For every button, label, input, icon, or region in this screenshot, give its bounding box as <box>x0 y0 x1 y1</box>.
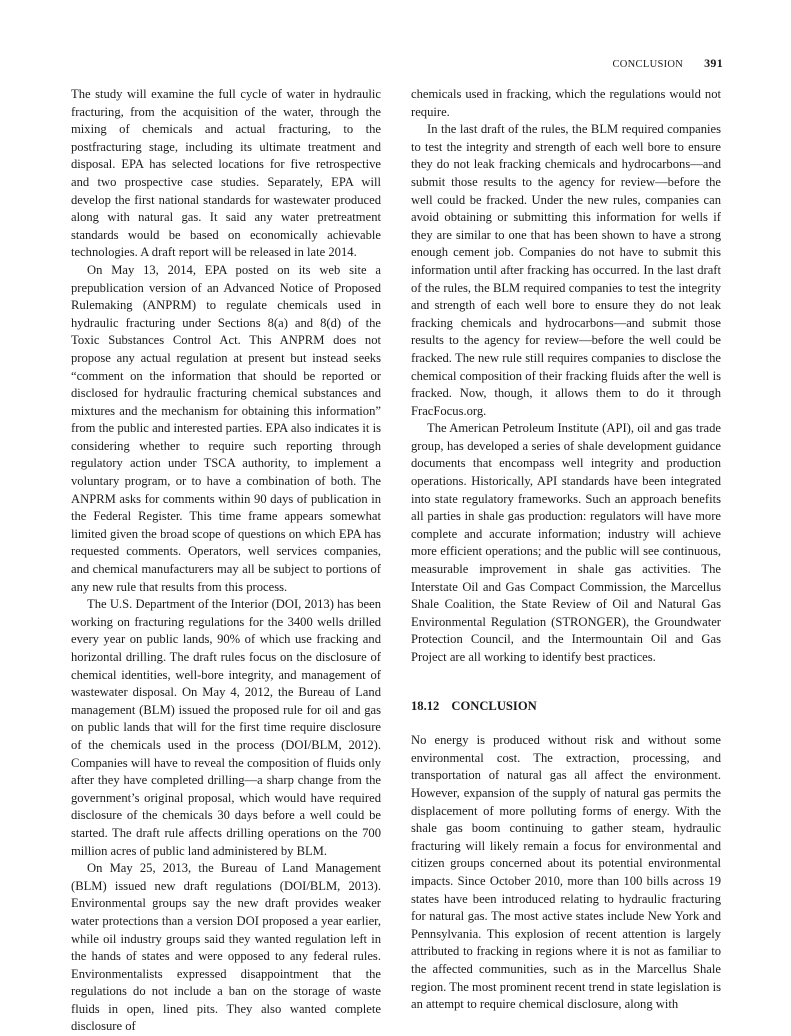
paragraph: The American Petroleum Institute (API), oil and gas trade group, has developed a series of shale development guidance documents that encompass well integrity and production operations. Historically, API standards have been integrated into state regulatory frameworks. Such an approach benefits all parties in shale gas production: regulators will have more complete and accurate information; industry will achieve more efficient operations; and the public will see continuous, measurable improvement in shale gas activities. The Interstate Oil and Gas Compact Commission, the Marcellus Shale Coalition, the State Review of Oil and Natural Gas Environmental Regulation (STRONGER), the Groundwater Protection Council, and the Intermountain Oil and Gas Project are all working to identify best practices. <box>411 421 721 664</box>
section-title: CONCLUSION <box>451 698 537 713</box>
paragraph: No energy is produced without risk and without some environmental cost. The extraction, processing, and transportation of natural gas all affect the environment. However, expansion of the supply of natural gas permits the displacement of more polluting forms of energy. With the shale gas boom continuing to gather steam, hydraulic fracturing will likely remain a focus for environmental and citizen groups concerned about its potential environmental impacts. Since October 2010, more than 100 bills across 19 states have been introduced relating to hydraulic fracturing for natural gas. The most active states include New York and Pennsylvania. This explosion of recent attention is largely attributed to fracking in regions where it is not as familiar to the affected communities, such as in the Marcellus Shale region. The most prominent recent trend in state legislation is an attempt to require chemical disclosure, along with <box>411 733 721 1012</box>
running-head <box>612 56 723 71</box>
paragraph: The study will examine the full cycle of water in hydraulic fracturing, from the acquisition of the water, through the mixing of chemicals and actual fracturing, to the postfracturing stage, including its ultimate treatment and disposal. EPA has selected locations for five retrospective and two prospective case studies. Separately, EPA will develop the first national standards for wastewater produced along with natural gas. It said any water pretreatment standards would be based on economically achievable technologies. A draft report will be released in late 2014. <box>71 87 381 260</box>
left-column <box>71 86 381 1036</box>
section-heading <box>411 698 721 716</box>
paragraph: chemicals used in fracking, which the regulations would not require. <box>411 87 721 119</box>
paragraph: The U.S. Department of the Interior (DOI, 2013) has been working on fracturing regulations for the 3400 wells drilled every year on public lands, 90% of which use fracking and horizontal drilling. The draft rules focus on the disclosure of chemical identities, well-bore integrity, and management of wastewater disposal. On May 4, 2012, the Bureau of Land management (BLM) issued the proposed rule for oil and gas on public lands that will for the first time require disclosure of the chemicals used in the process (DOI/BLM, 2012). Companies will have to reveal the composition of fluids only after they have completed drilling—a sharp change from the government’s original proposal, which would have required disclosure of the chemicals 30 days before a well could be started. The draft rule affects drilling operations on the 700 million acres of public land administered by BLM. <box>71 597 381 858</box>
paragraph: On May 13, 2014, EPA posted on its web site a prepublication version of an Advanced Notice of Proposed Rulemaking (ANPRM) to regulate chemicals used in hydraulic fracturing under Sections 8(a) and 8(d) of the Toxic Substances Control Act. This ANPRM does not propose any actual regulation at present but instead seeks “comment on the information that should be reported or disclosed for hydraulic fracturing chemical substances and mixtures and the mechanism for obtaining this information” from the public and interested parties. EPA also indicates it is considering whether to require such reporting through regulatory action under TSCA authority, to implement a voluntary program, or to have a combination of both. The ANPRM asks for comments within 90 days of publication in the Federal Register. This time frame appears somewhat limited given the broad scope of questions on which EPA has requested comments. Operators, well services companies, and chemical manufacturers may all be subject to portions of any new rule that results from this process. <box>71 262 381 594</box>
paragraph: In the last draft of the rules, the BLM required companies to test the integrity and strength of each well bore to ensure they do not leak fracking chemicals and hydrocarbons—and submit those results to the agency for review—before the well could be fracked. Under the new rules, companies can avoid obtaining or submitting this information for wells if they are similar to one that has been shown to have a strong enough cement job. Companies do not have to submit this information until after fracking has occurred. In the last draft of the rules, the BLM required companies to test the integrity and strength of each well bore to ensure they do not leak fracking chemicals and hydrocarbons—and submit those results to the agency for review—before the well could be fracked. The new rule still requires companies to disclose the chemical composition of their fracking fluids after the well is fracked. Now, though, it allows them to do it through FracFocus.org. <box>411 122 721 418</box>
running-head-title: CONCLUSION <box>612 59 684 70</box>
section-number: 18.12 <box>411 698 440 713</box>
paragraph: On May 25, 2013, the Bureau of Land Management (BLM) issued new draft regulations (DOI/BLM, 2013). Environmental groups say the new draft provides weaker water protections than a version DOI proposed a year earlier, while oil industry groups said they wanted regulation left in the hands of states and were opposed to any federal rules. Environmentalists expressed disappointment that the regulations do not include a ban on the storage of waste fluids in open, lined pits. They also wanted complete disclosure of <box>71 861 381 1034</box>
page-number: 391 <box>704 56 723 70</box>
right-column <box>411 86 721 1014</box>
